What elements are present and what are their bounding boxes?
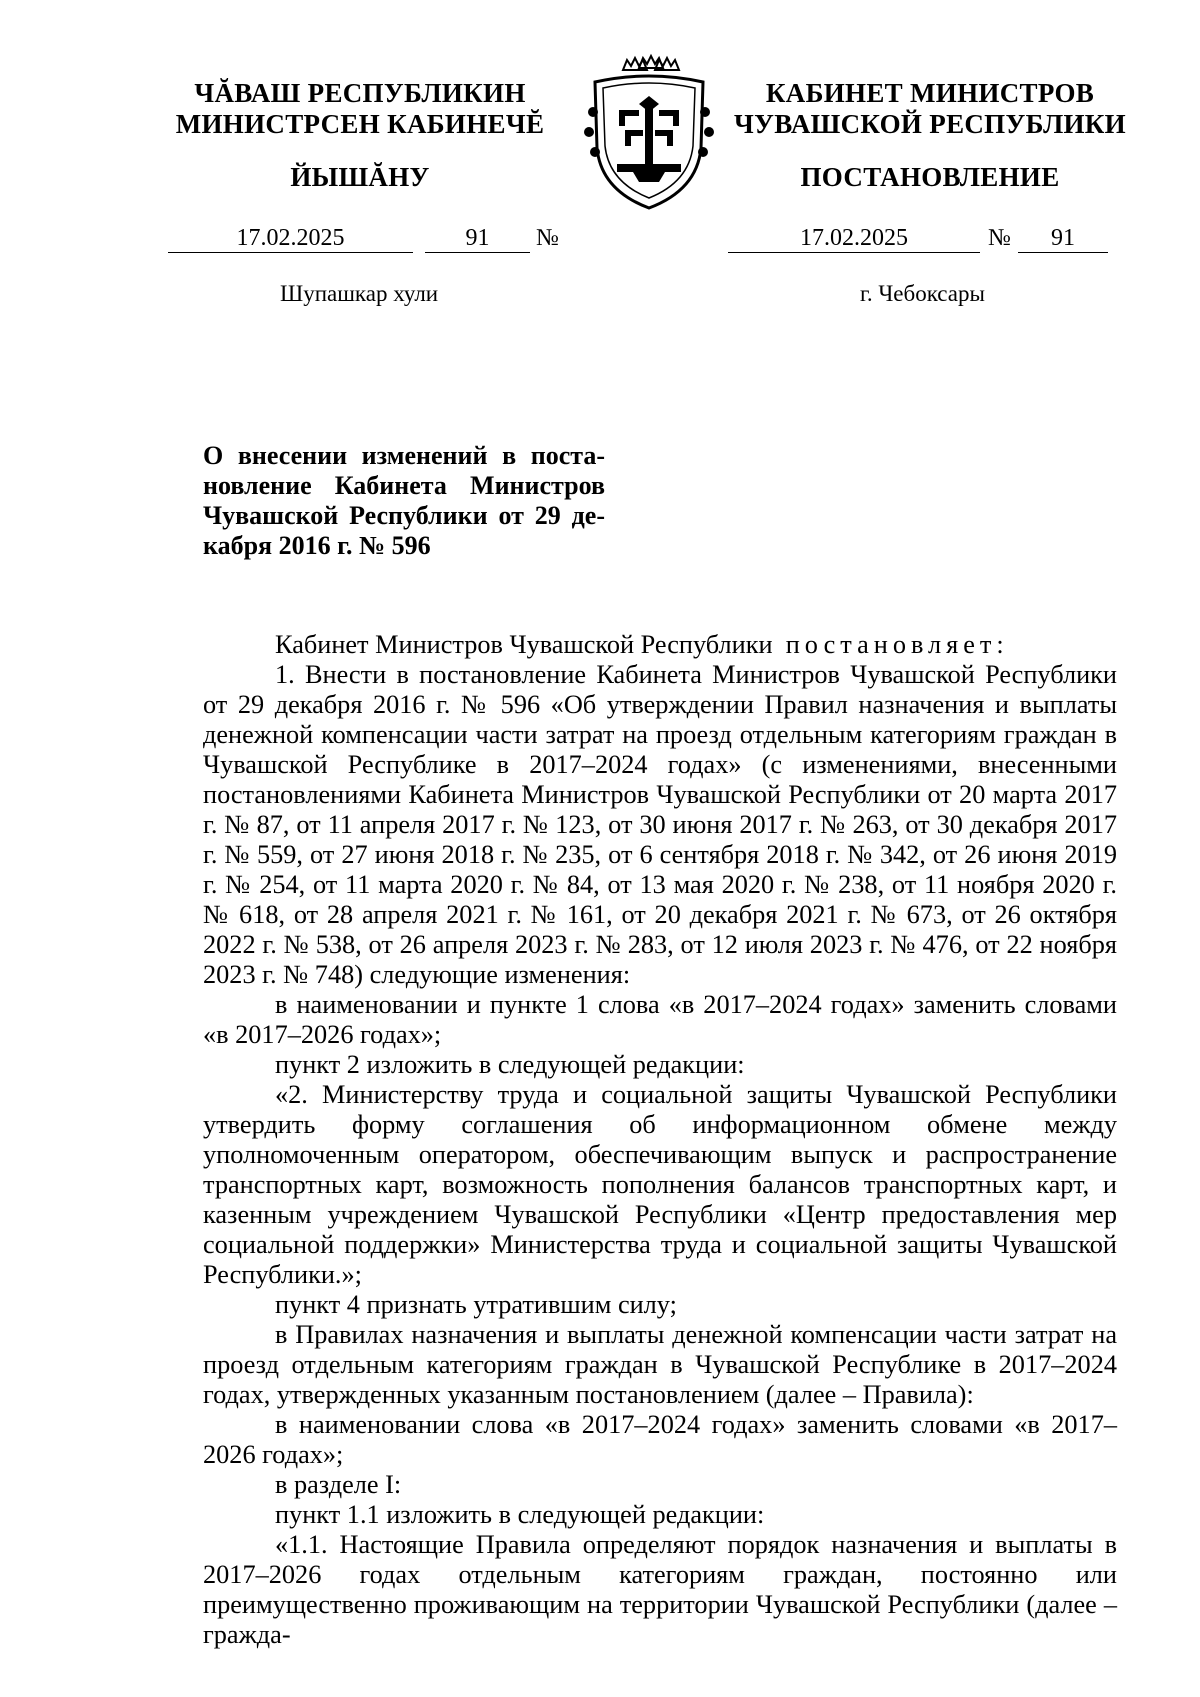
title-line: новление Кабинета Министров — [203, 471, 605, 500]
title-line: О внесении изменений в поста- — [203, 441, 605, 470]
title-line: Чувашской Республики от 29 де- — [203, 501, 605, 530]
body-paragraph: в разделе I: — [275, 1470, 402, 1499]
body-paragraph: «1.1. Настоящие Правила определяют порядок назначения и выплаты в 2017–2026 годах отдельным категориям граждан, постоянно или преимущественно проживающим на территории Чувашской Республики (далее – гражда- — [203, 1530, 1117, 1649]
header-left-line2: МИНИСТРСЕН КАБИНЕЧĔ — [175, 109, 545, 139]
body-paragraph: в наименовании слова «в 2017–2024 годах» заменить словами «в 2017–2026 годах»; — [203, 1410, 1117, 1469]
header-left-doc-type: ЙЫШĂНУ — [290, 162, 430, 192]
document-body — [203, 630, 1117, 1650]
intro-paragraph — [203, 630, 1117, 660]
header-right-line1: КАБИНЕТ МИНИСТРОВ — [765, 78, 1095, 108]
header-left-org — [150, 78, 570, 140]
left-number: 91 — [425, 224, 530, 253]
right-number: 91 — [1018, 224, 1108, 253]
body-paragraph: пункт 4 признать утратившим силу; — [275, 1290, 677, 1319]
title-line: кабря 2016 г. № 596 — [203, 531, 431, 560]
place-right: г. Чебоксары — [860, 281, 985, 306]
document-title — [203, 441, 605, 561]
body-paragraph: пункт 2 изложить в следующей редакции: — [275, 1050, 745, 1079]
right-no-sign: № — [988, 225, 1011, 251]
header-right-doc-type: ПОСТАНОВЛЕНИЕ — [800, 162, 1060, 192]
header-right-org — [720, 78, 1140, 140]
body-paragraph: «2. Министерству труда и социальной защиты Чувашской Республики утвердить форму соглашения об информационном обмене между уполномоченным оператором, обеспечивающим выпуск и распространение транспортных карт, возможность пополнения балансов транспортных карт, и казенным учреждением Чувашской Республики «Центр предоставления мер социальной поддержки» Министерства труда и социальной защиты Чувашской Республики.»; — [203, 1080, 1117, 1289]
body-paragraph: в Правилах назначения и выплаты денежной компенсации части затрат на проезд отдельным категориям граждан в Чувашской Республике в 2017–2024 годах, утвержденных указанным постановлением (далее – Правила): — [203, 1320, 1117, 1409]
right-date: 17.02.2025 — [728, 224, 980, 253]
chuvash-coat-of-arms-icon — [573, 52, 725, 214]
left-date: 17.02.2025 — [168, 224, 413, 253]
intro-text: Кабинет Министров Чувашской Республики — [275, 630, 773, 659]
intro-spaced-verb: постановляет: — [785, 630, 1009, 659]
body-paragraph: в наименовании и пункте 1 слова «в 2017–2024 годах» заменить словами «в 2017–2026 годах»; — [203, 990, 1117, 1049]
left-no-sign: № — [536, 225, 559, 251]
body-paragraph: 1. Внести в постановление Кабинета Министров Чувашской Республики от 29 декабря 2016 г. № 596 «Об утверждении Правил назначения и выплаты денежной компенсации части затрат на проезд отдельным категориям граждан в Чувашской Республике в 2017–2024 годах» (с изменениями, внесенными постановлениями Кабинета Министров Чувашской Республики от 20 марта 2017 г. № 87, от 11 апреля 2017 г. № 123, от 30 июня 2017 г. № 263, от 30 декабря 2017 г. № 559, от 27 июня 2018 г. № 235, от 6 сентября 2018 г. № 342, от 26 июня 2019 г. № 254, от 11 марта 2020 г. № 84, от 13 мая 2020 г. № 238, от 11 ноября 2020 г. № 618, от 28 апреля 2021 г. № 161, от 20 декабря 2021 г. № 673, от 26 октября 2022 г. № 538, от 26 апреля 2023 г. № 283, от 12 июля 2023 г. № 476, от 22 ноября 2023 г. № 748) следующие изменения: — [203, 660, 1117, 989]
body-paragraph: пункт 1.1 изложить в следующей редакции: — [275, 1500, 765, 1529]
header-right-line2: ЧУВАШСКОЙ РЕСПУБЛИКИ — [734, 109, 1126, 139]
place-left: Шупашкар хули — [280, 281, 439, 306]
header-left-line1: ЧĂВАШ РЕСПУБЛИКИН — [194, 78, 526, 108]
